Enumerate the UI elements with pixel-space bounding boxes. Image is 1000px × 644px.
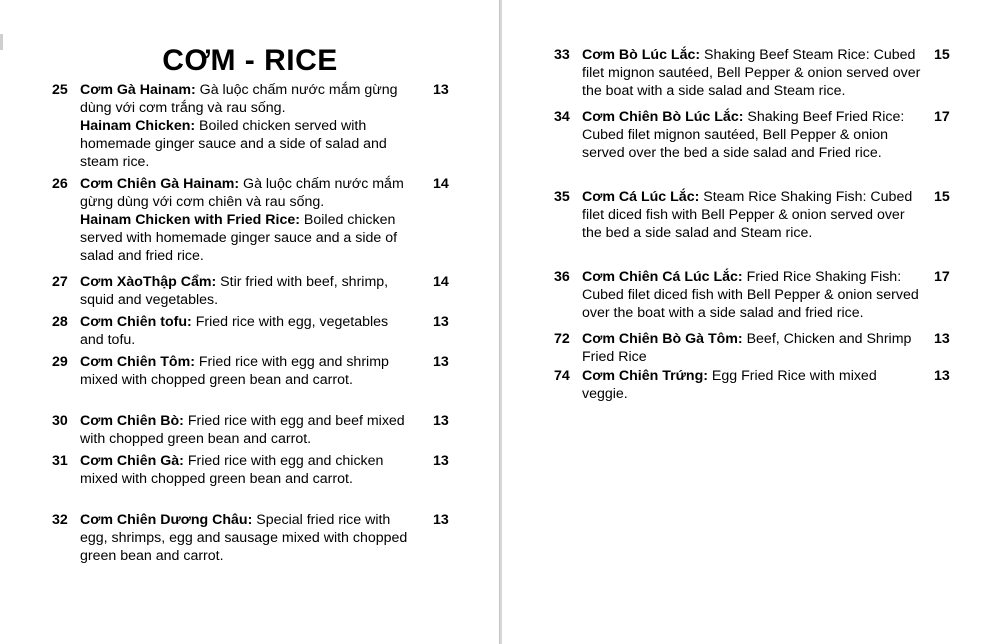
item-desc: Egg Fried Rice with mixed veggie. <box>582 368 877 402</box>
item-description <box>80 313 415 349</box>
item-price: 13 <box>934 331 950 347</box>
item-number: 31 <box>52 453 68 469</box>
item-price: 13 <box>934 368 950 384</box>
item-price: 15 <box>934 189 950 205</box>
menu-item-28 <box>52 313 452 349</box>
right-page <box>502 0 1000 644</box>
item-desc-english: Boiled chicken served with homemade ginger sauce and a side of salad and fried rice. <box>80 212 398 264</box>
item-desc: Special fried rice with egg, shrimps, egg and sausage mixed with chopped green bean and carrot. <box>80 512 408 564</box>
item-price: 13 <box>433 354 449 370</box>
item-name: Cơm Cá Lúc Lắc: <box>582 189 700 205</box>
item-description <box>80 452 415 488</box>
item-number: 33 <box>554 47 570 63</box>
menu-item-35 <box>554 188 954 242</box>
menu-item-26 <box>52 175 452 265</box>
item-desc: Fried rice with egg and beef mixed with chopped green bean and carrot. <box>80 413 405 447</box>
item-description <box>80 81 415 171</box>
item-desc: Steam Rice Shaking Fish: Cubed filet diced fish with Bell Pepper & onion served over the bed a side salad and Steam rice. <box>582 189 913 241</box>
item-desc: Fried Rice Shaking Fish: Cubed filet diced fish with Bell Pepper & onion served over the boat with a side salad and fried rice. <box>582 269 919 321</box>
item-desc-vietnamese: Gà luộc chấm nước mắm gừng dùng với cơm chiên và rau sống. <box>80 176 404 210</box>
menu-item-31 <box>52 452 452 488</box>
item-price: 13 <box>433 413 449 429</box>
item-number: 74 <box>554 368 570 384</box>
item-number: 29 <box>52 354 68 370</box>
item-name: Cơm Chiên Bò: <box>80 413 184 429</box>
item-price: 13 <box>433 82 449 98</box>
item-number: 28 <box>52 314 68 330</box>
item-name: Cơm Chiên Dương Châu: <box>80 512 253 528</box>
menu-item-36 <box>554 268 954 322</box>
menu-item-27 <box>52 273 452 309</box>
item-number: 72 <box>554 331 570 347</box>
item-name: Cơm Bò Lúc Lắc: <box>582 47 701 63</box>
item-desc: Stir fried with beef, shrimp, squid and vegetables. <box>80 274 389 308</box>
item-desc: Fried rice with egg, vegetables and tofu. <box>80 314 389 348</box>
item-name-english: Hainam Chicken with Fried Rice: <box>80 212 300 228</box>
item-description <box>582 330 922 366</box>
item-description <box>582 188 922 242</box>
menu-item-33 <box>554 46 954 100</box>
item-number: 32 <box>52 512 68 528</box>
item-description <box>80 412 415 448</box>
item-name: Cơm Chiên Tôm: <box>80 354 195 370</box>
menu-item-25 <box>52 81 452 171</box>
item-desc: Fried rice with egg and chicken mixed with chopped green bean and carrot. <box>80 453 384 487</box>
item-price: 14 <box>433 274 449 290</box>
item-name: Cơm Chiên Bò Gà Tôm: <box>582 331 743 347</box>
item-desc: Shaking Beef Fried Rice: Cubed filet mignon sautéed, Bell Pepper & onion served over the bed a side salad and Fried rice. <box>582 109 905 161</box>
item-name: Cơm Chiên tofu: <box>80 314 192 330</box>
item-desc: Beef, Chicken and Shrimp Fried Rice <box>582 331 912 365</box>
item-description <box>582 108 922 162</box>
item-description <box>582 268 922 322</box>
item-description <box>80 273 415 309</box>
item-number: 27 <box>52 274 68 290</box>
item-name: Cơm Chiên Cá Lúc Lắc: <box>582 269 743 285</box>
item-number: 34 <box>554 109 570 125</box>
section-title: CƠM - RICE <box>162 44 338 77</box>
item-description <box>582 367 922 403</box>
item-price: 13 <box>433 512 449 528</box>
item-desc: Fried rice with egg and shrimp mixed with chopped green bean and carrot. <box>80 354 389 388</box>
menu-item-74 <box>554 367 954 403</box>
item-name: Cơm Chiên Trứng: <box>582 368 708 384</box>
menu-item-72 <box>554 330 954 366</box>
item-price: 13 <box>433 314 449 330</box>
menu-item-30 <box>52 412 452 448</box>
item-name: Cơm XàoThập Cẩm: <box>80 274 217 290</box>
item-description <box>80 175 415 265</box>
item-price: 17 <box>934 269 950 285</box>
item-description <box>582 46 922 100</box>
item-description <box>80 511 415 565</box>
item-price: 14 <box>433 176 449 192</box>
item-name-vietnamese: Cơm Gà Hainam: <box>80 82 196 98</box>
menu-item-29 <box>52 353 452 389</box>
item-name-vietnamese: Cơm Chiên Gà Hainam: <box>80 176 240 192</box>
item-desc-vietnamese: Gà luộc chấm nước mắm gừng dùng với cơm trắng và rau sống. <box>80 82 398 116</box>
item-number: 30 <box>52 413 68 429</box>
menu-item-32 <box>52 511 452 565</box>
item-number: 25 <box>52 82 68 98</box>
item-name-english: Hainam Chicken: <box>80 118 196 134</box>
item-number: 36 <box>554 269 570 285</box>
item-name: Cơm Chiên Gà: <box>80 453 184 469</box>
item-price: 17 <box>934 109 950 125</box>
item-desc: Shaking Beef Steam Rice: Cubed filet mignon sautéed, Bell Pepper & onion served over the boat with a side salad and Steam rice. <box>582 47 921 99</box>
menu-item-34 <box>554 108 954 162</box>
item-name: Cơm Chiên Bò Lúc Lắc: <box>582 109 744 125</box>
item-description <box>80 353 415 389</box>
item-price: 13 <box>433 453 449 469</box>
item-price: 15 <box>934 47 950 63</box>
item-number: 26 <box>52 176 68 192</box>
right-menu-list <box>554 46 954 403</box>
item-number: 35 <box>554 189 570 205</box>
item-desc-english: Boiled chicken served with homemade ginger sauce and a side of salad and steam rice. <box>80 118 387 170</box>
left-menu-list <box>52 81 452 565</box>
